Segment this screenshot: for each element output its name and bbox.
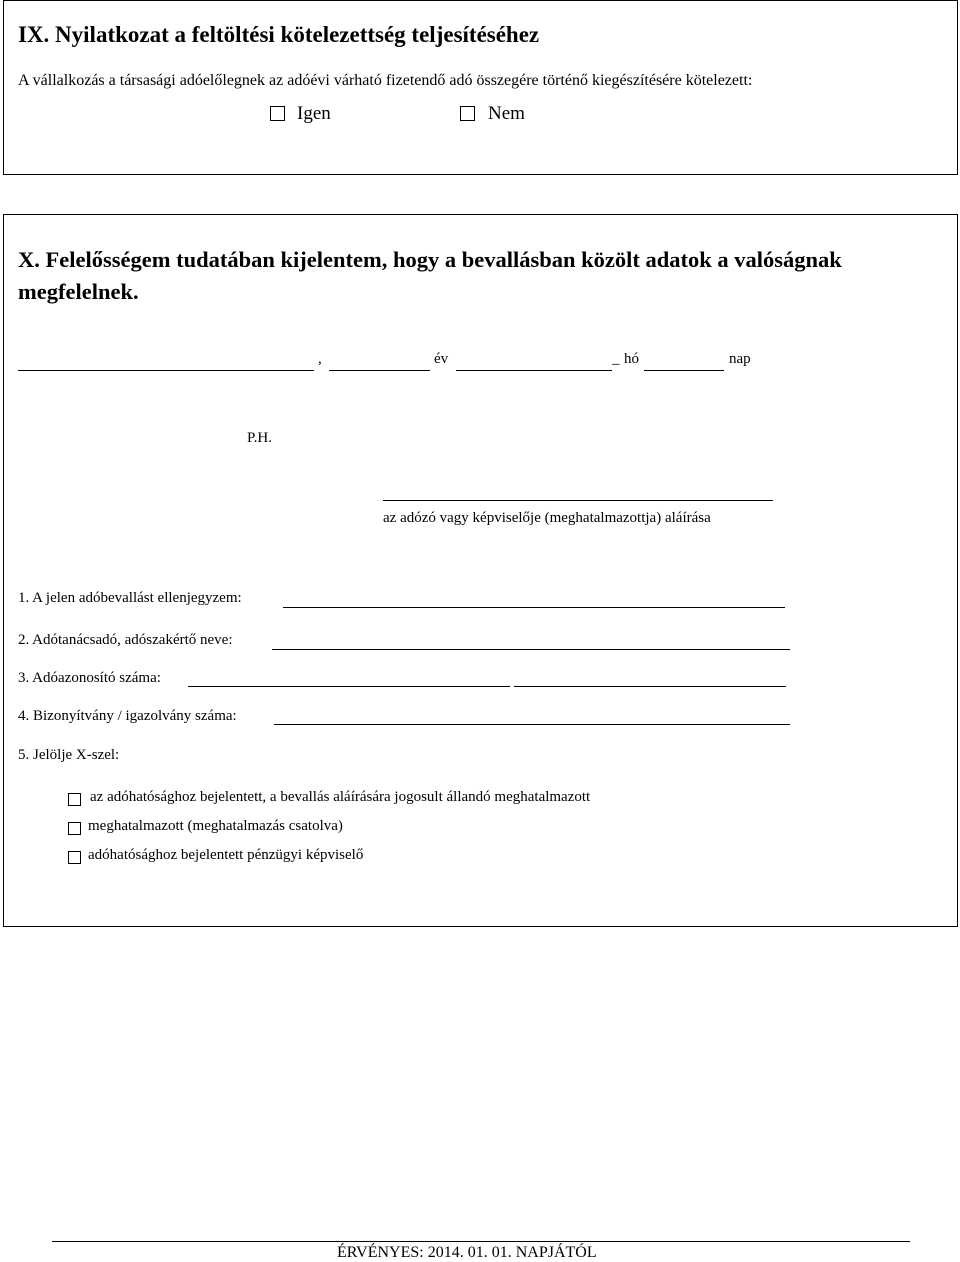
field-1-label: 1. A jelen adóbevallást ellenjegyzem: (18, 590, 242, 606)
checkbox-authorized[interactable] (68, 822, 81, 835)
stamp-label: P.H. (247, 430, 273, 446)
field-3-blank-a[interactable] (188, 686, 510, 687)
date-comma: , (318, 351, 322, 367)
month-prefix: _ (612, 351, 620, 367)
field-2-label: 2. Adótanácsadó, adószakértő neve: (18, 632, 233, 648)
checkbox-financial-representative[interactable] (68, 851, 81, 864)
signature-caption: az adózó vagy képviselője (meghatalmazottja) aláírása (383, 510, 711, 526)
day-label: nap (729, 351, 751, 367)
field-3-blank-b[interactable] (514, 686, 786, 687)
section-x-title-line1: X. Felelősségem tudatában kijelentem, hogy a bevallásban közölt adatok a valóságnak (18, 247, 842, 272)
section-ix-title: IX. Nyilatkozat a feltöltési kötelezettség teljesítéséhez (18, 22, 540, 47)
section-x-title-line2: megfelelnek. (18, 279, 139, 304)
nem-label: Nem (488, 103, 525, 124)
field-4-blank[interactable] (274, 724, 790, 725)
day-blank[interactable] (644, 370, 724, 371)
igen-label: Igen (297, 103, 331, 124)
section-ix-statement: A vállalkozás a társasági adóelőlegnek az adóévi várható fizetendő adó összegére történő kiegészítésére kötelezett: (18, 72, 753, 89)
field-2-blank[interactable] (272, 649, 790, 650)
month-label: hó (624, 351, 639, 367)
year-label: év (434, 351, 449, 367)
field-3-label: 3. Adóazonosító száma: (18, 670, 161, 686)
footer-rule (52, 1241, 910, 1242)
signature-line[interactable] (383, 500, 773, 501)
field-1-blank[interactable] (283, 607, 785, 608)
place-blank[interactable] (18, 370, 314, 371)
checkbox-financial-representative-label: adóhatósághoz bejelentett pénzügyi képviselő (88, 847, 364, 863)
checkbox-permanent-representative-label: az adóhatósághoz bejelentett, a bevallás aláírására jogosult állandó meghatalmazott (90, 789, 591, 805)
month-blank[interactable] (456, 370, 612, 371)
field-4-label: 4. Bizonyítvány / igazolvány száma: (18, 708, 237, 724)
field-5-label: 5. Jelölje X-szel: (18, 747, 120, 763)
checkbox-authorized-label: meghatalmazott (meghatalmazás csatolva) (88, 818, 343, 834)
checkbox-permanent-representative[interactable] (68, 793, 81, 806)
footer-validity: ÉRVÉNYES: 2014. 01. 01. NAPJÁTÓL (337, 1244, 597, 1261)
nem-checkbox[interactable] (460, 106, 475, 121)
year-blank[interactable] (329, 370, 430, 371)
igen-checkbox[interactable] (270, 106, 285, 121)
